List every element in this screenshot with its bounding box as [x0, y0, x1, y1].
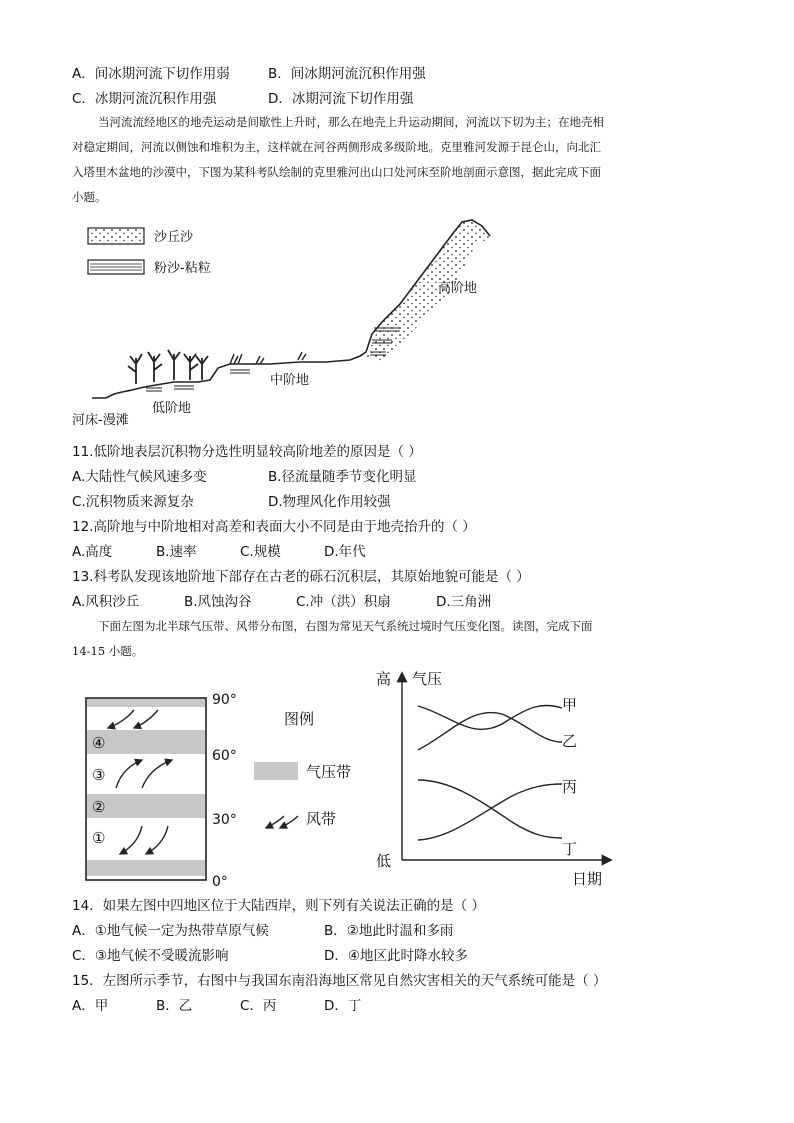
curve-ding-label: 丁 — [562, 840, 578, 858]
zone-1-label: ① — [92, 829, 106, 847]
q13-stem: 13.科考队发现该地阶地下部存在古老的砾石沉积层，其原始地貌可能是（ ） — [72, 569, 530, 585]
q14-option-d[interactable]: D．④地区此时降水较多 — [324, 948, 468, 964]
curve-bing-label: 丙 — [562, 778, 578, 796]
pressure-belt-legend-swatch — [254, 762, 298, 780]
curve-bing — [418, 784, 562, 840]
q14-stem: 14．如果左图中四地区位于大陆西岸，则下列有关说法正确的是（ ） — [72, 898, 485, 914]
y-axis-high-label: 高 — [376, 670, 392, 688]
zone-2-label: ② — [92, 798, 106, 816]
q11-option-d[interactable]: D.物理风化作用较强 — [268, 494, 391, 510]
zone-4-label: ④ — [92, 734, 106, 752]
curve-jia — [418, 705, 562, 729]
q15-option-b[interactable]: B．乙 — [156, 998, 193, 1014]
q10-option-c[interactable]: C．冰期河流沉积作用强 — [72, 91, 217, 107]
q10-option-a[interactable]: A．间冰期河流下切作用弱 — [72, 66, 230, 82]
q11-option-c[interactable]: C.沉积物质来源复杂 — [72, 494, 194, 510]
q13-option-d[interactable]: D.三角洲 — [436, 594, 492, 610]
pressure-belt-0 — [87, 860, 205, 876]
q10-option-d[interactable]: D．冰期河流下切作用强 — [268, 91, 414, 107]
q14-option-b[interactable]: B．②地此时温和多雨 — [324, 923, 454, 939]
q15-option-d[interactable]: D．丁 — [324, 998, 362, 1014]
tree-icons — [128, 350, 208, 384]
curve-yi — [418, 713, 562, 750]
q15-option-a[interactable]: A．甲 — [72, 998, 109, 1014]
q10-option-b[interactable]: B．间冰期河流沉积作用强 — [268, 66, 426, 82]
low-terrace-label: 低阶地 — [152, 401, 192, 416]
passage-line: 对稳定期间，河流以侧蚀和堆积为主，这样就在河谷两侧形成多级阶地。克里雅河发源于昆仑山，向北汇 — [72, 140, 601, 154]
legend-sand-dune-label: 沙丘沙 — [154, 230, 194, 245]
passage-line: 小题。 — [72, 190, 107, 204]
latitude-60-label: 60° — [212, 748, 237, 764]
y-axis-low-label: 低 — [376, 852, 392, 870]
q11-option-a[interactable]: A.大陆性气候风速多变 — [72, 469, 207, 485]
q12-option-a[interactable]: A.高度 — [72, 544, 113, 560]
latitude-90-label: 90° — [212, 692, 237, 708]
legend-silt-clay-label: 粉沙-粘粒 — [154, 261, 211, 276]
riverbed-label: 河床-漫滩 — [72, 413, 129, 428]
sand-dune-legend-swatch — [88, 228, 144, 244]
latitude-30-label: 30° — [212, 812, 237, 828]
q11-option-b[interactable]: B.径流量随季节变化明显 — [268, 469, 417, 485]
q13-option-c[interactable]: C.冲（洪）积扇 — [296, 594, 391, 610]
zone-3-label: ③ — [92, 766, 106, 784]
belts-frame — [86, 698, 206, 880]
q12-option-c[interactable]: C.规模 — [240, 544, 281, 560]
legend-title: 图例 — [284, 710, 315, 728]
passage-line: 入塔里木盆地的沙漠中，下图为某科考队绘制的克里雅河出山口处河床至阶地剖面示意图，据此完成下面 — [72, 165, 601, 179]
passage-line: 14-15 小题。 — [72, 644, 144, 658]
q15-option-c[interactable]: C．丙 — [240, 998, 277, 1014]
legend-pressure-belt-label: 气压带 — [306, 763, 352, 781]
wind-belt-legend-icon — [266, 816, 298, 828]
y-axis-label: 气压 — [412, 670, 443, 688]
q14-option-c[interactable]: C．③地气候不受暖流影响 — [72, 948, 229, 964]
pressure-belt-90 — [87, 699, 205, 707]
passage-terraces — [72, 110, 724, 210]
q14-option-a[interactable]: A．①地气候一定为热带草原气候 — [72, 923, 269, 939]
high-terrace-label: 高阶地 — [438, 281, 478, 296]
mid-terrace-label: 中阶地 — [270, 373, 310, 388]
q13-option-b[interactable]: B.风蚀沟谷 — [184, 594, 252, 610]
q12-option-d[interactable]: D.年代 — [324, 544, 366, 560]
x-axis-label: 日期 — [572, 870, 603, 888]
river-terrace-profile-diagram — [70, 214, 500, 434]
q15-stem: 15．左图所示季节，右图中与我国东南沿海地区常见自然灾害相关的天气系统可能是（ ） — [72, 973, 607, 989]
q11-stem: 11.低阶地表层沉积物分选性明显较高阶地差的原因是（ ） — [72, 444, 422, 460]
q12-option-b[interactable]: B.速率 — [156, 544, 197, 560]
passage-pressure-belts — [72, 614, 724, 664]
q12-stem: 12.高阶地与中阶地相对高差和表面大小不同是由于地壳抬升的（ ） — [72, 519, 476, 535]
pressure-wind-belts-diagram — [80, 688, 380, 888]
pressure-change-chart — [372, 662, 622, 890]
curve-yi-label: 乙 — [562, 732, 578, 750]
legend-wind-belt-label: 风带 — [306, 810, 337, 828]
curve-jia-label: 甲 — [562, 696, 578, 714]
passage-line: 当河流流经地区的地壳运动是间歇性上升时，那么在地壳上升运动期间，河流以下切为主；在地壳相 — [98, 115, 604, 129]
passage-line: 下面左图为北半球气压带、风带分布图，右图为常见天气系统过境时气压变化图。读图，完成下面 — [98, 619, 593, 633]
latitude-0-label: 0° — [212, 874, 228, 888]
q13-option-a[interactable]: A.风积沙丘 — [72, 594, 140, 610]
